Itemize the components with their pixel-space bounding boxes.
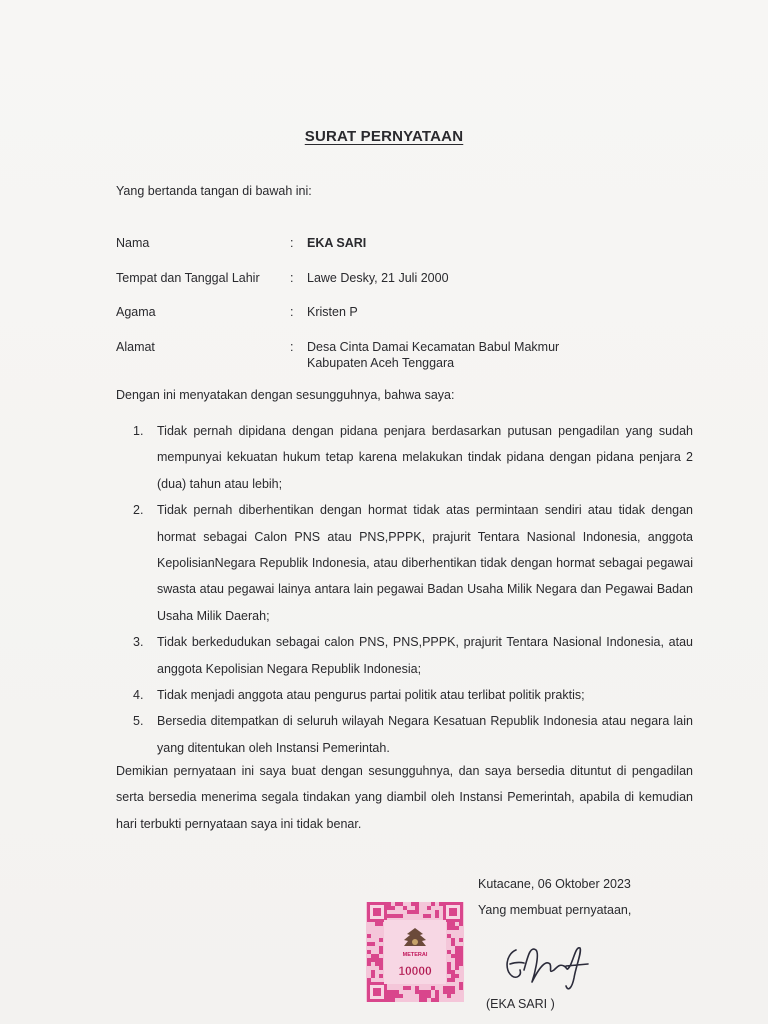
field-label-address: Alamat — [116, 340, 155, 354]
intro-text: Yang bertanda tangan di bawah ini: — [116, 184, 312, 198]
list-text: Tidak pernah diberhentikan dengan hormat tidak atas permintaan sendiri atau tidak dengan hormat sebagai Calon PNS atau PNS,PPPK, prajurit Tentara Nasional Indonesia, anggota KepolisianNegara Republik Indonesia, atau diberhentikan tidak dengan hormat sebagai pegawai swasta atau pegawai lainya antara lain pegawai Badan Usaha Milik Negara dan Pegawai Badan Usaha Milik Daerah; — [157, 503, 693, 623]
qr-cell — [367, 958, 371, 962]
qr-cell — [415, 906, 419, 910]
list-number: 5. — [133, 714, 144, 729]
qr-cell — [371, 942, 375, 946]
qr-finder-dot — [449, 908, 457, 916]
qr-cell — [391, 994, 395, 998]
qr-cell — [379, 962, 383, 966]
qr-cell — [455, 962, 459, 966]
qr-cell — [371, 974, 375, 978]
list-item — [133, 708, 693, 761]
qr-cell — [411, 910, 415, 914]
qr-cell — [391, 990, 395, 994]
qr-cell — [431, 902, 435, 906]
qr-cell — [367, 950, 371, 954]
field-label-birth: Tempat dan Tanggal Lahir — [116, 271, 260, 285]
emblem-shield-icon — [412, 939, 418, 945]
document-title: SURAT PERNYATAAN — [304, 128, 464, 145]
qr-cell — [375, 958, 379, 962]
qr-cell — [427, 914, 431, 918]
statement-list — [133, 418, 693, 761]
qr-cell — [455, 974, 459, 978]
qr-cell — [375, 962, 379, 966]
qr-cell — [447, 990, 451, 994]
qr-cell — [371, 958, 375, 962]
qr-cell — [427, 990, 431, 994]
qr-cell — [451, 954, 455, 958]
qr-cell — [439, 902, 443, 906]
qr-cell — [451, 990, 455, 994]
list-number: 3. — [133, 635, 144, 650]
qr-cell — [387, 994, 391, 998]
qr-cell — [395, 902, 399, 906]
qr-cell — [459, 954, 463, 958]
qr-cell — [451, 978, 455, 982]
qr-cell — [395, 914, 399, 918]
qr-cell — [415, 910, 419, 914]
qr-cell — [419, 990, 423, 994]
qr-cell — [399, 902, 403, 906]
field-colon: : — [290, 271, 294, 285]
qr-cell — [443, 986, 447, 990]
qr-cell — [367, 934, 371, 938]
qr-cell — [447, 934, 451, 938]
qr-finder-dot — [373, 988, 381, 996]
qr-cell — [435, 914, 439, 918]
qr-cell — [435, 910, 439, 914]
qr-cell — [379, 974, 383, 978]
field-value-birth: Lawe Desky, 21 Juli 2000 — [307, 271, 449, 285]
qr-cell — [391, 914, 395, 918]
list-text: Tidak pernah dipidana dengan pidana penjara berdasarkan putusan pengadilan yang sudah mempunyai kekuatan hukum tetap karena melakukan tindak pidana dengan pidana penjara 2 (dua) tahun atau lebih; — [157, 424, 693, 491]
qr-cell — [399, 914, 403, 918]
qr-cell — [403, 906, 407, 910]
qr-cell — [387, 906, 391, 910]
qr-cell — [391, 906, 395, 910]
qr-cell — [375, 922, 379, 926]
qr-cell — [435, 998, 439, 1002]
qr-cell — [447, 922, 451, 926]
qr-cell — [387, 998, 391, 1002]
signature-stroke — [507, 948, 588, 989]
field-colon: : — [290, 340, 294, 354]
qr-cell — [451, 938, 455, 942]
qr-cell — [459, 946, 463, 950]
list-item — [133, 497, 693, 629]
qr-cell — [379, 938, 383, 942]
qr-cell — [415, 902, 419, 906]
qr-cell — [395, 990, 399, 994]
field-value-name: EKA SARI — [307, 236, 367, 250]
qr-cell — [423, 998, 427, 1002]
qr-cell — [443, 990, 447, 994]
qr-cell — [427, 994, 431, 998]
list-item — [133, 682, 693, 708]
list-text: Bersedia ditempatkan di seluruh wilayah Negara Kesatuan Republik Indonesia atau negara lain yang ditentukan oleh Instansi Pemerintah. — [157, 714, 693, 755]
qr-finder-dot — [373, 908, 381, 916]
stamp-label: METERAI — [402, 952, 428, 958]
qr-cell — [435, 994, 439, 998]
qr-cell — [371, 954, 375, 958]
qr-cell — [447, 926, 451, 930]
qr-cell — [379, 966, 383, 970]
qr-cell — [451, 926, 455, 930]
qr-cell — [455, 966, 459, 970]
qr-cell — [459, 986, 463, 990]
meterai-stamp — [366, 902, 464, 1002]
qr-cell — [391, 998, 395, 1002]
qr-cell — [371, 970, 375, 974]
qr-cell — [451, 970, 455, 974]
qr-cell — [447, 962, 451, 966]
qr-cell — [367, 978, 371, 982]
field-value-address — [307, 339, 559, 371]
address-line-2: Kabupaten Aceh Tenggara — [307, 356, 455, 370]
signer-name: (EKA SARI ) — [486, 997, 555, 1011]
qr-cell — [447, 986, 451, 990]
qr-cell — [379, 922, 383, 926]
qr-cell — [387, 902, 391, 906]
closing-paragraph: Demikian pernyataan ini saya buat dengan sesungguhnya, dan saya bersedia dituntut di pengadilan serta bersedia menerima segala tindakan yang diambil oleh Instansi Pemerintah, apabila di kemudian hari terbukti pernyataan saya ini tidak benar. — [116, 764, 693, 831]
qr-cell — [387, 914, 391, 918]
qr-cell — [459, 950, 463, 954]
qr-cell — [451, 974, 455, 978]
list-text: Tidak berkedudukan sebagai calon PNS, PNS,PPPK, prajurit Tentara Nasional Indonesia, atau anggota Kepolisian Negara Republik Indonesia; — [157, 635, 693, 676]
qr-cell — [459, 938, 463, 942]
qr-cell — [455, 926, 459, 930]
qr-cell — [431, 986, 435, 990]
qr-cell — [451, 942, 455, 946]
qr-cell — [455, 954, 459, 958]
list-item — [133, 629, 693, 682]
qr-cell — [459, 982, 463, 986]
qr-cell — [431, 998, 435, 1002]
qr-cell — [459, 962, 463, 966]
field-colon: : — [290, 305, 294, 319]
qr-cell — [423, 914, 427, 918]
field-colon: : — [290, 236, 294, 250]
address-line-1: Desa Cinta Damai Kecamatan Babul Makmur — [307, 340, 560, 354]
signature — [496, 936, 592, 994]
qr-cell — [451, 986, 455, 990]
qr-cell — [423, 990, 427, 994]
place-date: Kutacane, 06 Oktober 2023 — [478, 877, 631, 891]
qr-cell — [447, 994, 451, 998]
qr-cell — [375, 954, 379, 958]
field-label-name: Nama — [116, 236, 150, 250]
qr-cell — [407, 986, 411, 990]
qr-cell — [367, 942, 371, 946]
stamp-value: 10000 — [398, 964, 432, 978]
qr-cell — [415, 986, 419, 990]
qr-cell — [403, 986, 407, 990]
qr-cell — [455, 958, 459, 962]
qr-cell — [435, 990, 439, 994]
qr-cell — [395, 994, 399, 998]
list-number: 1. — [133, 424, 144, 438]
qr-cell — [459, 922, 463, 926]
list-number: 2. — [133, 503, 144, 518]
qr-cell — [407, 910, 411, 914]
qr-cell — [427, 906, 431, 910]
qr-cell — [367, 962, 371, 966]
qr-cell — [415, 990, 419, 994]
qr-cell — [447, 970, 451, 974]
qr-cell — [447, 966, 451, 970]
field-label-religion: Agama — [116, 305, 156, 319]
qr-cell — [447, 950, 451, 954]
qr-cell — [387, 990, 391, 994]
qr-cell — [411, 902, 415, 906]
qr-cell — [379, 950, 383, 954]
qr-cell — [423, 994, 427, 998]
declaration-intro: Dengan ini menyatakan dengan sesungguhnya, bahwa saya: — [116, 388, 455, 402]
list-text: Tidak menjadi anggota atau pengurus partai politik atau terlibat politik praktis; — [157, 688, 585, 703]
field-value-religion: Kristen P — [307, 305, 358, 319]
qr-cell — [419, 994, 423, 998]
qr-cell — [451, 922, 455, 926]
qr-cell — [419, 998, 423, 1002]
qr-cell — [399, 994, 403, 998]
qr-cell — [459, 958, 463, 962]
qr-cell — [379, 958, 383, 962]
qr-cell — [455, 950, 459, 954]
qr-cell — [447, 978, 451, 982]
list-number: 4. — [133, 688, 144, 703]
qr-cell — [455, 946, 459, 950]
list-item — [133, 418, 693, 497]
maker-label: Yang membuat pernyataan, — [478, 903, 632, 917]
qr-cell — [379, 946, 383, 950]
